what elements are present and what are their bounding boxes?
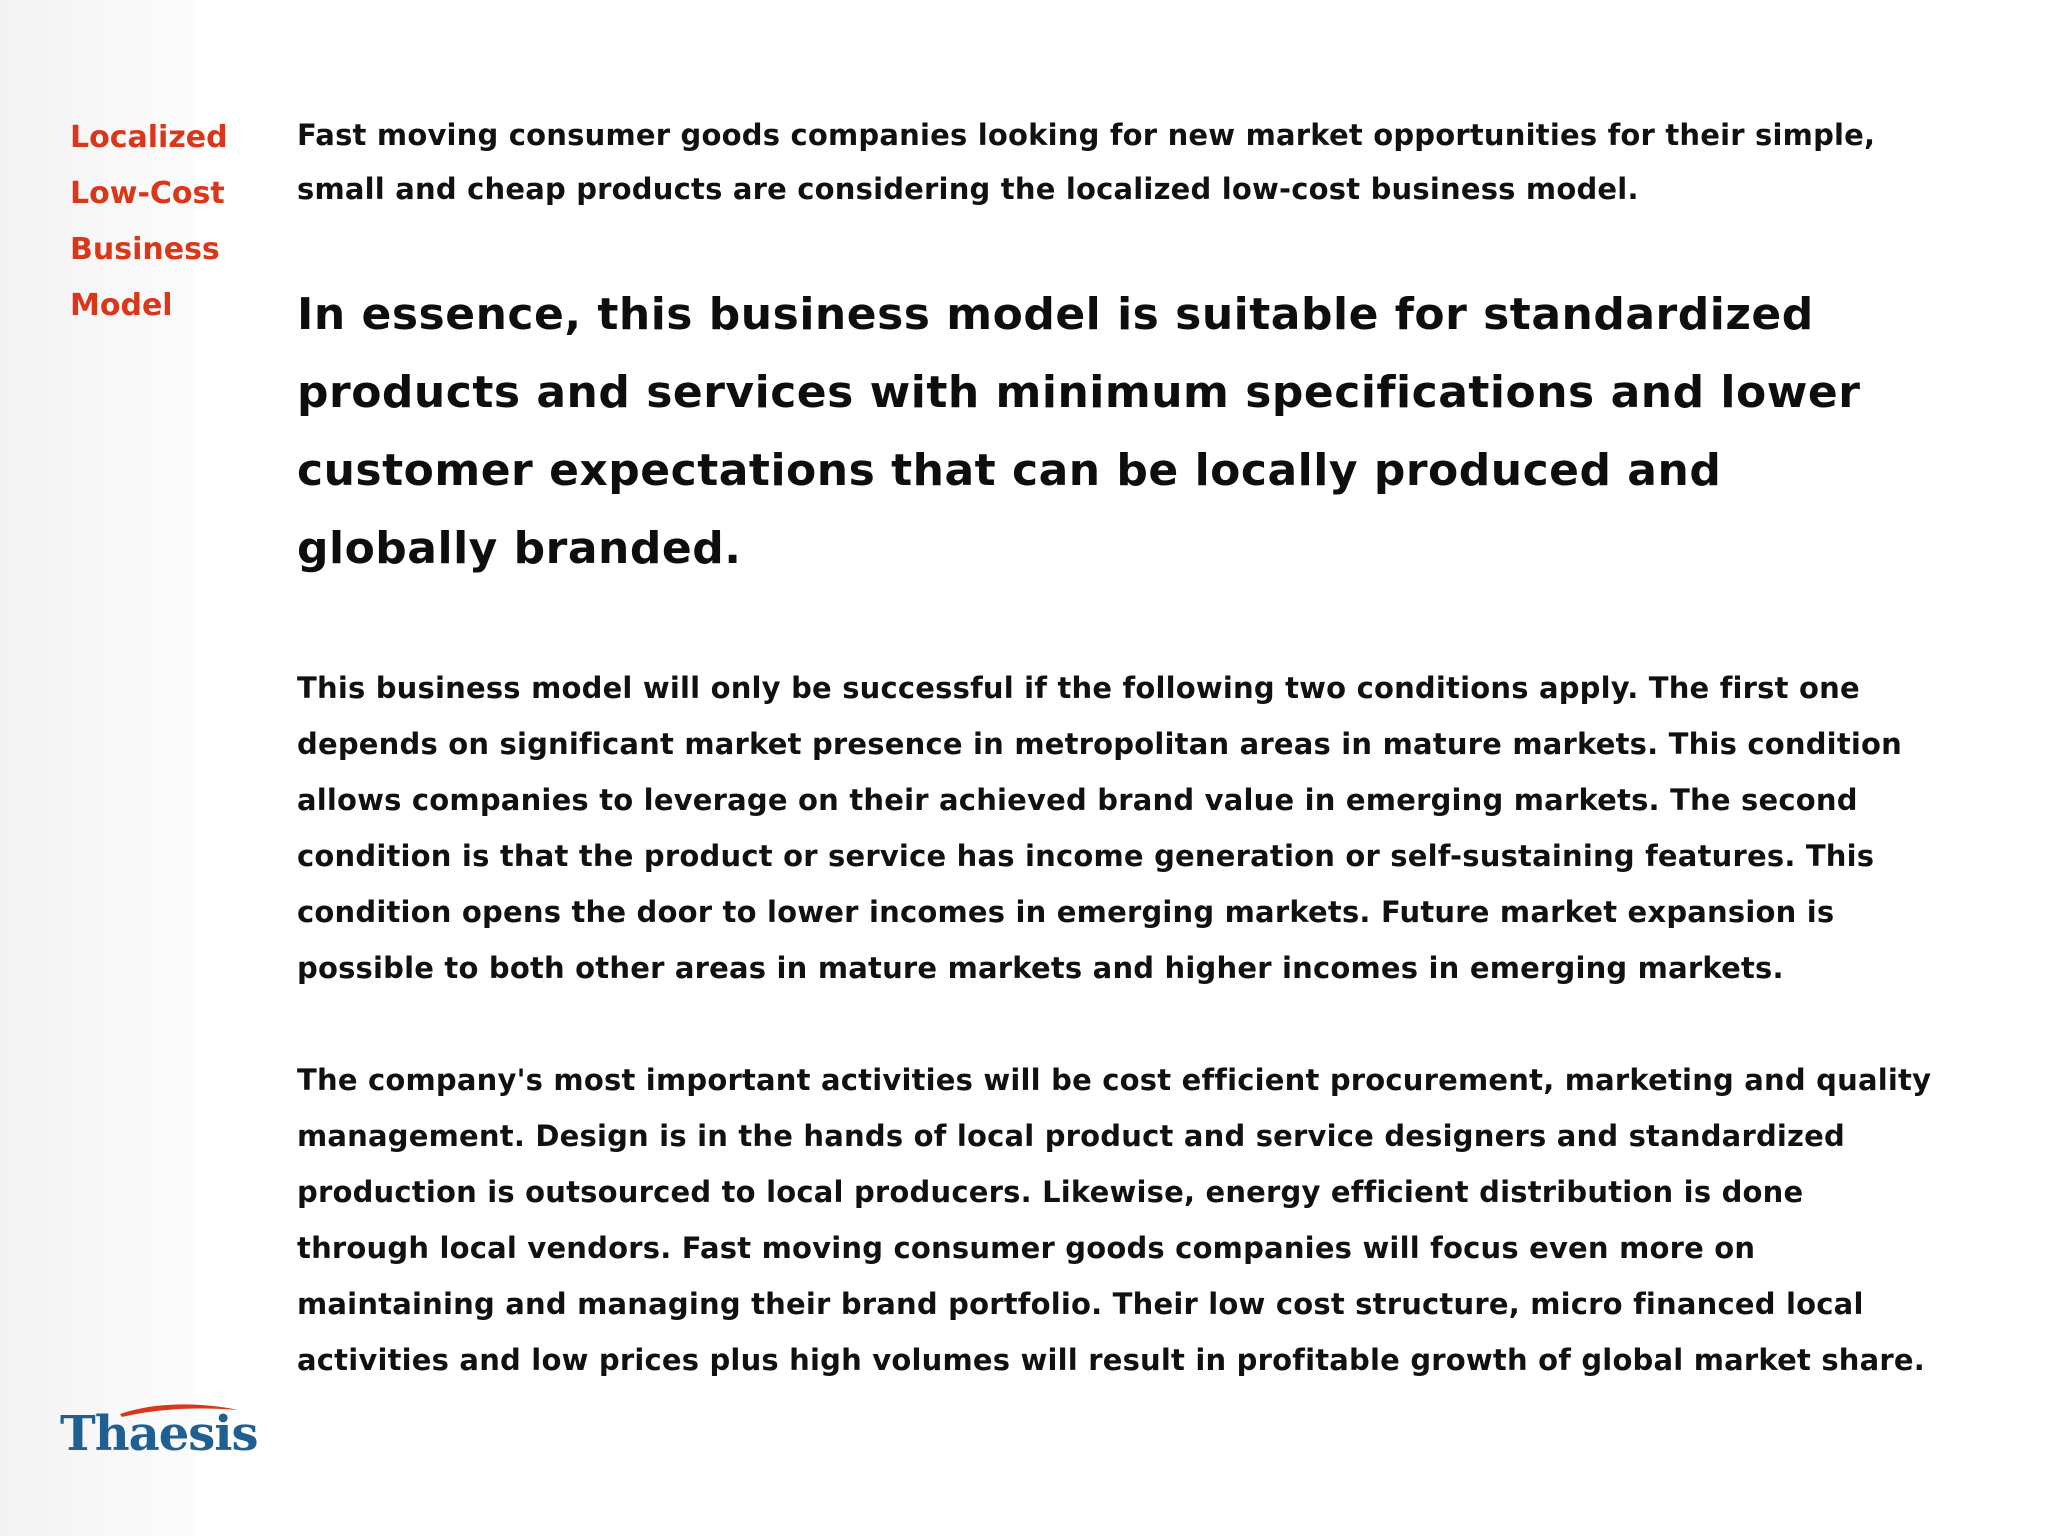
activities-paragraph: The company's most important activities will be cost efficient procurement, marketing and quality management. Design is in the hands of local product and service designers and standardized production is outsourced to local producers. Likewise, energy efficient distribution is done through local vendors. Fast moving consumer goods companies will focus even more on maintaining and managing their brand portfolio. Their low cost structure, micro financed local activities and low prices plus high volumes will result in profitable growth of global market share.	[297, 1063, 1932, 1377]
section-title: Localized Low-Cost Business Model	[70, 120, 228, 323]
company-logo	[60, 1400, 258, 1464]
intro-paragraph: Fast moving consumer goods companies looking for new market opportunities for their simple, small and cheap products are considering the localized low-cost business model.	[297, 118, 1876, 206]
logo-text: Thaesis	[60, 1406, 258, 1462]
essence-statement: In essence, this business model is suitable for standardized products and services with minimum specifications and lower customer expectations that can be locally produced and globally branded.	[297, 289, 1861, 574]
main-content	[297, 108, 1937, 1388]
conditions-paragraph: This business model will only be successful if the following two conditions apply. The first one depends on significant market presence in metropolitan areas in mature markets. This condition allows companies to leverage on their achieved brand value in emerging markets. The second condition is that the product or service has income generation or self-sustaining features. This condition opens the door to lower incomes in emerging markets. Future market expansion is possible to both other areas in mature markets and higher incomes in emerging markets.	[297, 671, 1902, 985]
